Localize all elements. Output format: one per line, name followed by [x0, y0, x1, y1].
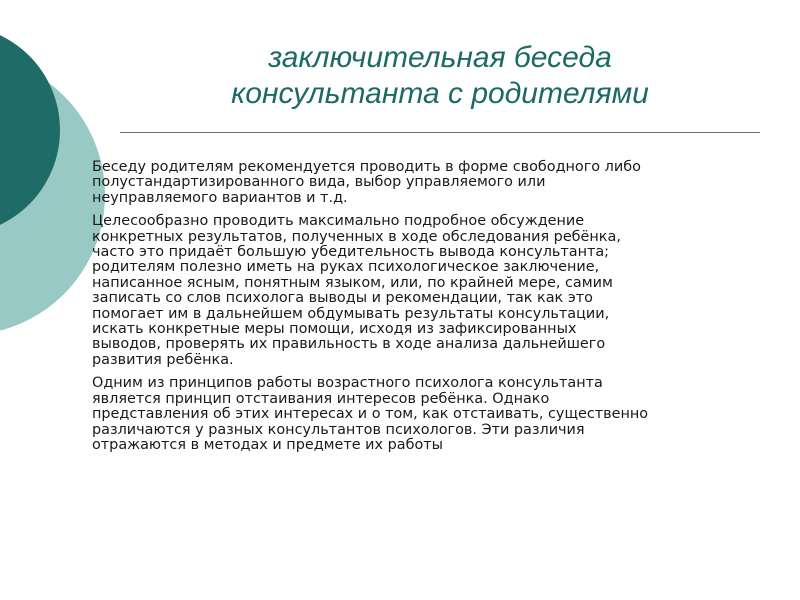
text-line: искать конкретные меры помощи, исходя из зафиксированных	[92, 321, 577, 338]
text-line: представления об этих интересах и о том, как отстаивать, существенно	[92, 406, 649, 423]
title-divider	[120, 132, 760, 133]
text-line: выводов, проверять их правильность в ходе анализа дальнейшего	[92, 336, 606, 353]
slide-title-line: консультанта с родителями	[231, 77, 649, 110]
text-line: полустандартизированного вида, выбор управляемого или	[92, 174, 546, 191]
paragraph	[92, 376, 752, 453]
paragraph	[92, 160, 752, 206]
text-line: отражаются в методах и предмете их работы	[92, 436, 443, 453]
text-line: родителям полезно иметь на руках психологическое заключение,	[92, 259, 600, 276]
text-line: часто это придаёт большую убедительность вывода консультанта;	[92, 244, 610, 261]
text-line: Беседу родителям рекомендуется проводить в форме свободного либо	[92, 159, 641, 175]
slide-title	[140, 40, 740, 112]
text-line: неуправляемого вариантов и т.д.	[92, 189, 348, 206]
text-line: написанное ясным, понятным языком, или, по крайней мере, самим	[92, 274, 613, 291]
text-line: различаются у разных консультантов психологов. Эти различия	[92, 421, 585, 438]
slide-body	[92, 160, 752, 461]
paragraph	[92, 214, 752, 368]
text-line: является принцип отстаивания интересов ребёнка. Однако	[92, 390, 550, 407]
text-line: Одним из принципов работы возрастного психолога консультанта	[92, 375, 603, 392]
text-line: развития ребёнка.	[92, 351, 234, 368]
text-line: Целесообразно проводить максимально подробное обсуждение	[92, 213, 585, 230]
text-line: конкретных результатов, полученных в ходе обследования ребёнка,	[92, 228, 621, 245]
text-line: записать со слов психолога выводы и рекомендации, так как это	[92, 290, 593, 307]
text-line: помогает им в дальнейшем обдумывать результаты консультации,	[92, 305, 610, 322]
slide-title-line: заключительная беседа	[268, 41, 612, 74]
